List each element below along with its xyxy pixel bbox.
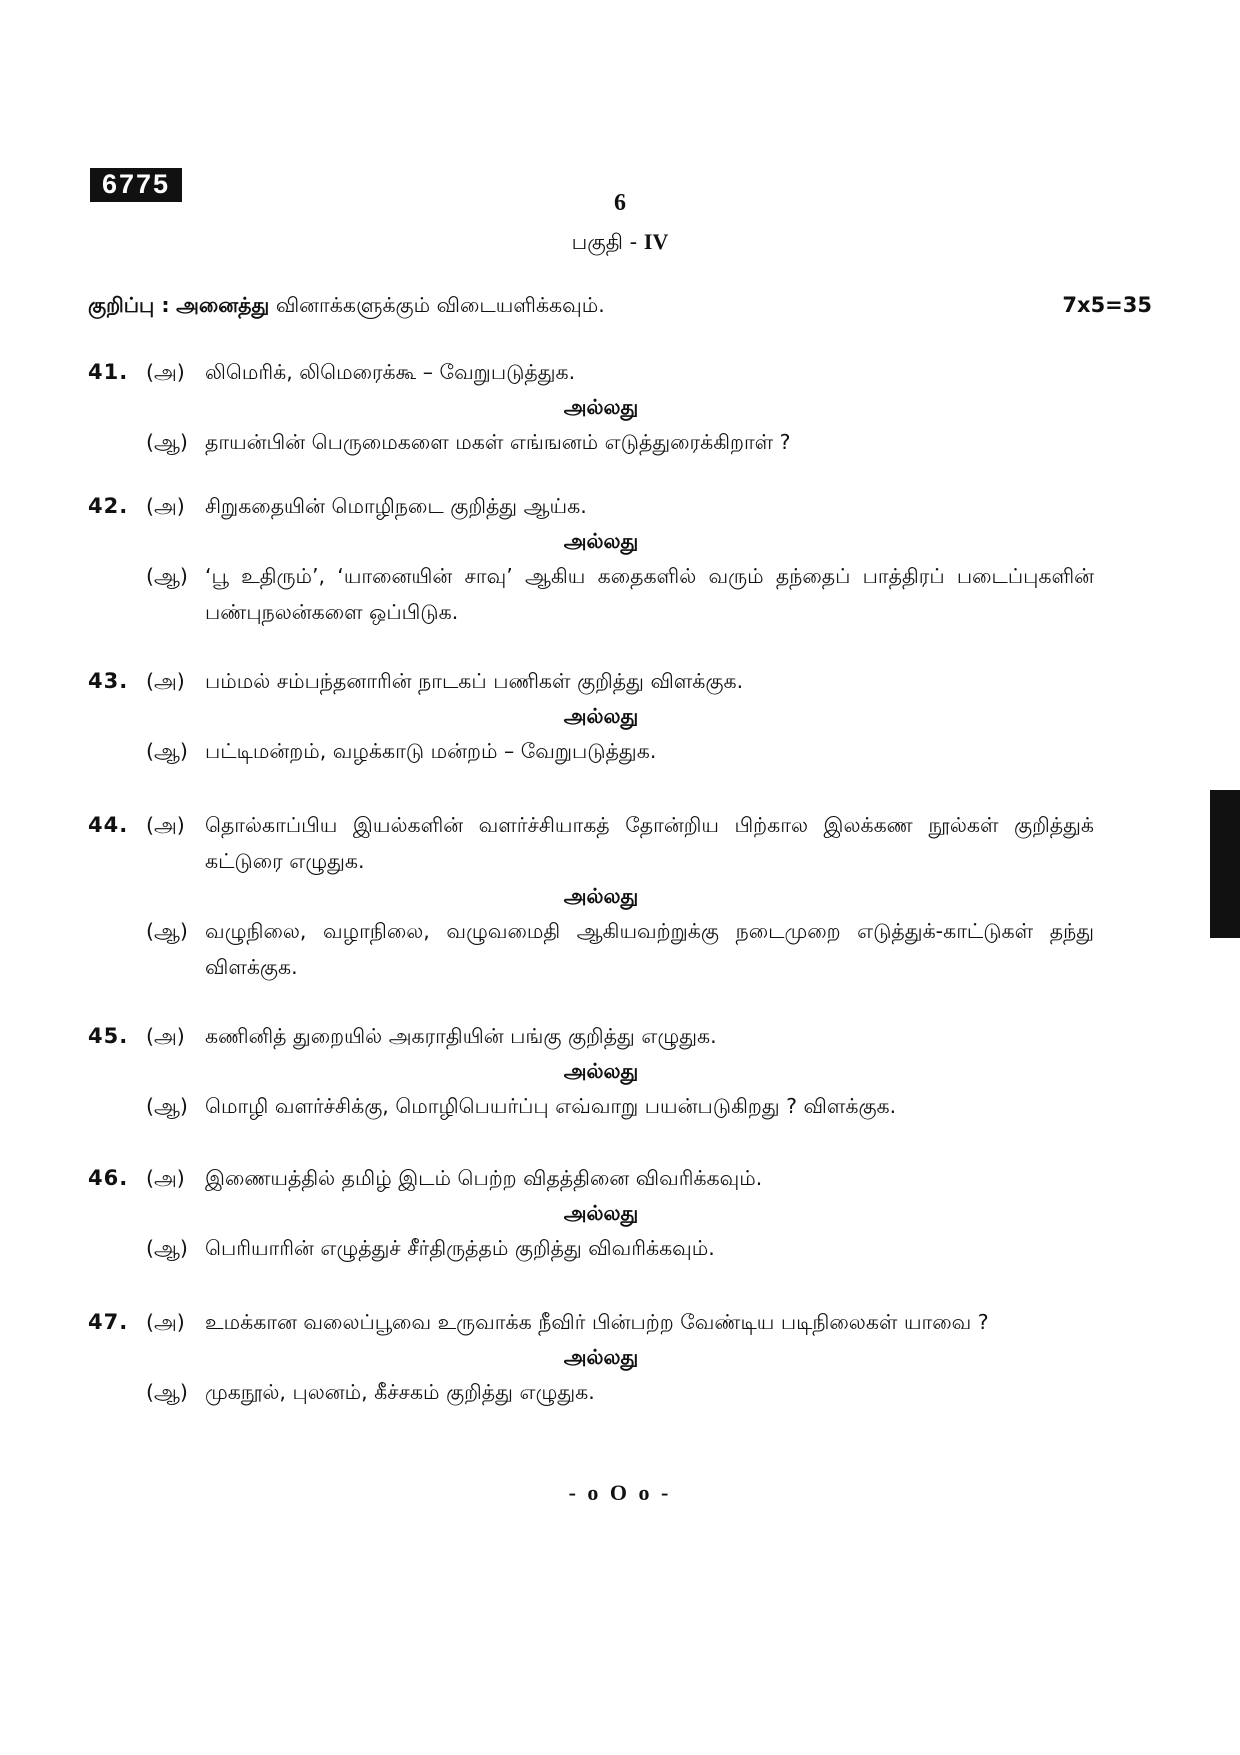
option-b-label: (ஆ): [146, 430, 188, 454]
question-number: 43.: [88, 669, 129, 693]
option-b-label: (ஆ): [146, 739, 188, 763]
option-b-text: தாயன்பின் பெருமைகளை மகள் எங்ஙனம் எடுத்துரைக்கிறாள் ?: [205, 430, 791, 454]
option-a: [88, 1160, 1094, 1196]
option-b: [88, 733, 1094, 769]
option-a-text: சிறுகதையின் மொழிநடை குறித்து ஆய்க.: [205, 494, 587, 518]
question-46: [88, 1160, 1094, 1266]
option-a: [88, 1018, 1094, 1054]
option-a: [88, 807, 1094, 879]
or-separator: அல்லது: [563, 884, 639, 908]
option-a-label: (அ): [146, 360, 185, 384]
option-b: [88, 558, 1094, 630]
option-b-text: பெரியாரின் எழுத்துச் சீர்திருத்தம் குறித்து விவரிக்கவும்.: [205, 1236, 715, 1260]
option-a-text: கணினித் துறையில் அகராதியின் பங்கு குறித்து எழுதுக.: [205, 1024, 717, 1048]
option-b-label: (ஆ): [146, 564, 188, 588]
option-a-text: உமக்கான வலைப்பூவை உருவாக்க நீவிர் பின்பற்ற வேண்டிய படிநிலைகள் யாவை ?: [205, 1310, 989, 1334]
option-a-label: (அ): [146, 1024, 185, 1048]
option-b: [88, 913, 1094, 985]
question-45: [88, 1018, 1094, 1124]
option-b: [88, 1374, 1094, 1410]
option-a-label: (அ): [146, 1310, 185, 1334]
page-number: 6: [614, 190, 626, 216]
note-text: வினாக்களுக்கும் விடையளிக்கவும்.: [275, 293, 605, 317]
question-number: 45.: [88, 1024, 129, 1048]
question-44: [88, 807, 1094, 985]
option-a: [88, 354, 1094, 390]
note-bold-word: அனைத்து: [176, 293, 270, 317]
instruction-note: [88, 293, 1152, 320]
option-b-label: (ஆ): [146, 919, 188, 943]
option-a-text: லிமெரிக், லிமெரைக்கூ – வேறுபடுத்துக.: [205, 360, 576, 384]
option-b-label: (ஆ): [146, 1094, 188, 1118]
question-41: [88, 354, 1094, 460]
option-b-label: (ஆ): [146, 1380, 188, 1404]
option-b: [88, 1088, 1094, 1124]
option-b-label: (ஆ): [146, 1236, 188, 1260]
question-number: 42.: [88, 494, 129, 518]
question-number: 44.: [88, 813, 129, 837]
or-separator: அல்லது: [563, 1201, 639, 1225]
option-b-text: மொழி வளர்ச்சிக்கு, மொழிபெயர்ப்பு எவ்வாறு பயன்படுகிறது ? விளக்குக.: [205, 1094, 897, 1118]
option-a: [88, 1304, 1094, 1340]
option-a-label: (அ): [146, 813, 185, 837]
side-tab-marker: [1210, 790, 1240, 938]
question-47: [88, 1304, 1094, 1410]
option-b-text: ‘பூ உதிரும்’, ‘யானையின் சாவு’ ஆகிய கதைகளில் வரும் தந்தைப் பாத்திரப் படைப்புகளின் பண்புநலன்களை ஒப்பிடுக.: [205, 564, 1094, 624]
option-a: [88, 663, 1094, 699]
or-separator: அல்லது: [563, 1059, 639, 1083]
question-number: 46.: [88, 1166, 129, 1190]
note-label: குறிப்பு :: [88, 293, 170, 317]
option-a-label: (அ): [146, 494, 185, 518]
option-b-text: பட்டிமன்றம், வழக்காடு மன்றம் – வேறுபடுத்துக.: [205, 739, 657, 763]
option-b: [88, 424, 1094, 460]
or-separator: அல்லது: [563, 395, 639, 419]
part-title: [0, 229, 1240, 257]
option-a-text: இணையத்தில் தமிழ் இடம் பெற்ற விதத்தினை விவரிக்கவும்.: [205, 1166, 763, 1190]
marks-allocation: 7x5=35: [1062, 293, 1152, 317]
option-a-label: (அ): [146, 1166, 185, 1190]
option-b-text: வழுநிலை, வழாநிலை, வழுவமைதி ஆகியவற்றுக்கு நடைமுறை எடுத்துக்-காட்டுகள் தந்து விளக்குக.: [205, 919, 1094, 979]
part-label: பகுதி -: [571, 230, 638, 254]
or-separator: அல்லது: [563, 1345, 639, 1369]
option-b-text: முகநூல், புலனம், கீச்சகம் குறித்து எழுதுக.: [205, 1380, 595, 1404]
paper-code: 6775: [90, 168, 182, 202]
part-roman-numeral: IV: [643, 229, 669, 254]
option-b: [88, 1230, 1094, 1266]
question-43: [88, 663, 1094, 769]
option-a: [88, 488, 1094, 524]
question-42: [88, 488, 1094, 630]
or-separator: அல்லது: [563, 704, 639, 728]
end-of-paper-mark: - o O o -: [568, 1480, 672, 1505]
option-a-text: தொல்காப்பிய இயல்களின் வளர்ச்சியாகத் தோன்றிய பிற்கால இலக்கண நூல்கள் குறித்துக் கட்டுரை எழுதுக.: [205, 813, 1094, 873]
question-number: 47.: [88, 1310, 129, 1334]
or-separator: அல்லது: [563, 529, 639, 553]
option-a-label: (அ): [146, 669, 185, 693]
question-number: 41.: [88, 360, 129, 384]
option-a-text: பம்மல் சம்பந்தனாரின் நாடகப் பணிகள் குறித்து விளக்குக.: [205, 669, 744, 693]
